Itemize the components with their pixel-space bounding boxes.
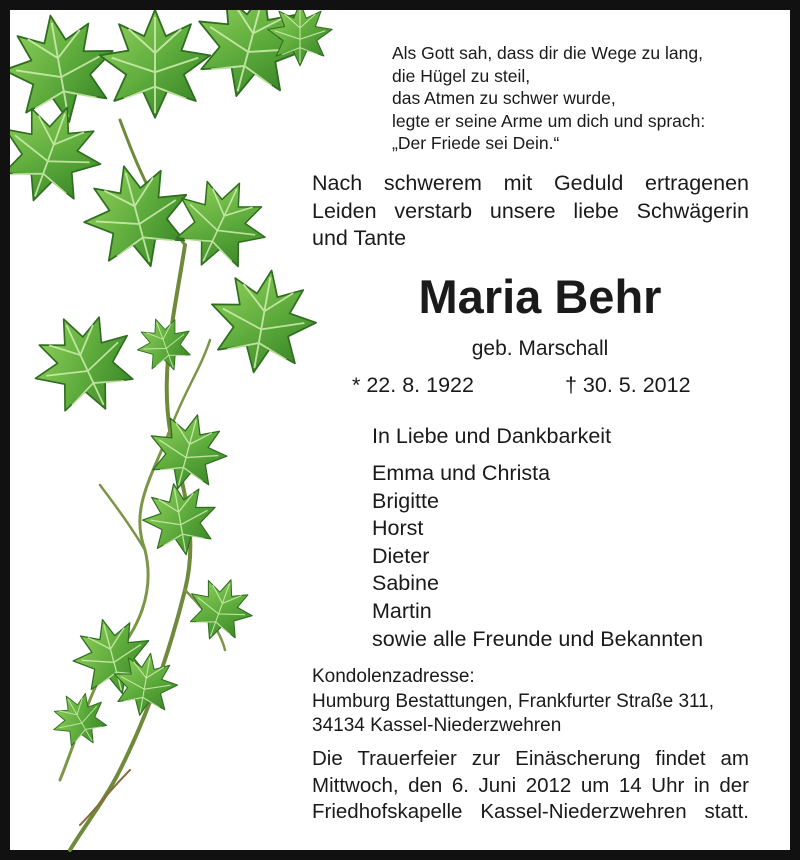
ivy-illustration <box>10 10 340 860</box>
birth-name: geb. Marschall <box>471 337 609 360</box>
condolence-line: Humburg Bestattungen, Frankfurter Straße 311, <box>312 690 715 712</box>
mourner-name: sowie alle Freunde und Bekannten <box>372 626 704 651</box>
mourner-name: Sabine <box>372 571 439 596</box>
mourner-name: Emma und Christa <box>372 461 551 485</box>
intro-line: und Tante <box>312 226 407 250</box>
poem-line: legte er seine Arme um dich und sprach: <box>392 110 706 131</box>
condolence-label: Kondolenzadresse: <box>312 666 475 687</box>
mourner-name: Martin <box>372 598 432 623</box>
service-notice <box>312 746 749 826</box>
poem-line: das Atmen zu schwer wurde, <box>392 88 616 108</box>
deceased-name: Maria Behr <box>418 270 662 323</box>
poem-line: Als Gott sah, dass dir die Wege zu lang, <box>392 43 703 63</box>
intro-line: Nach schwerem mit Geduld ertragenen <box>312 171 749 195</box>
condolence-address <box>312 665 714 739</box>
poem-line: die Hügel zu steil, <box>392 65 531 86</box>
mourner-name: Dieter <box>372 543 430 568</box>
mourner-name: Horst <box>372 516 424 541</box>
intro-text <box>312 170 749 253</box>
condolence-line: 34134 Kassel-Niederzwehren <box>312 715 562 736</box>
death-date: † 30. 5. 2012 <box>565 373 691 397</box>
mourners-list <box>372 460 703 653</box>
service-line: Friedhofskapelle Kassel-Niederzwehren statt. <box>312 800 749 823</box>
mourners-heading: In Liebe und Dankbarkeit <box>372 424 612 448</box>
service-line: Mittwoch, den 6. Juni 2012 um 14 Uhr in der <box>312 773 749 797</box>
poem-line: „Der Friede sei Dein.“ <box>392 133 560 153</box>
intro-line: Leiden verstarb unsere liebe Schwägerin <box>312 198 749 223</box>
service-line: Die Trauerfeier zur Einäscherung findet am <box>312 747 749 770</box>
poem <box>392 42 705 155</box>
birth-date: * 22. 8. 1922 <box>352 373 474 397</box>
mourner-name: Brigitte <box>372 488 439 513</box>
